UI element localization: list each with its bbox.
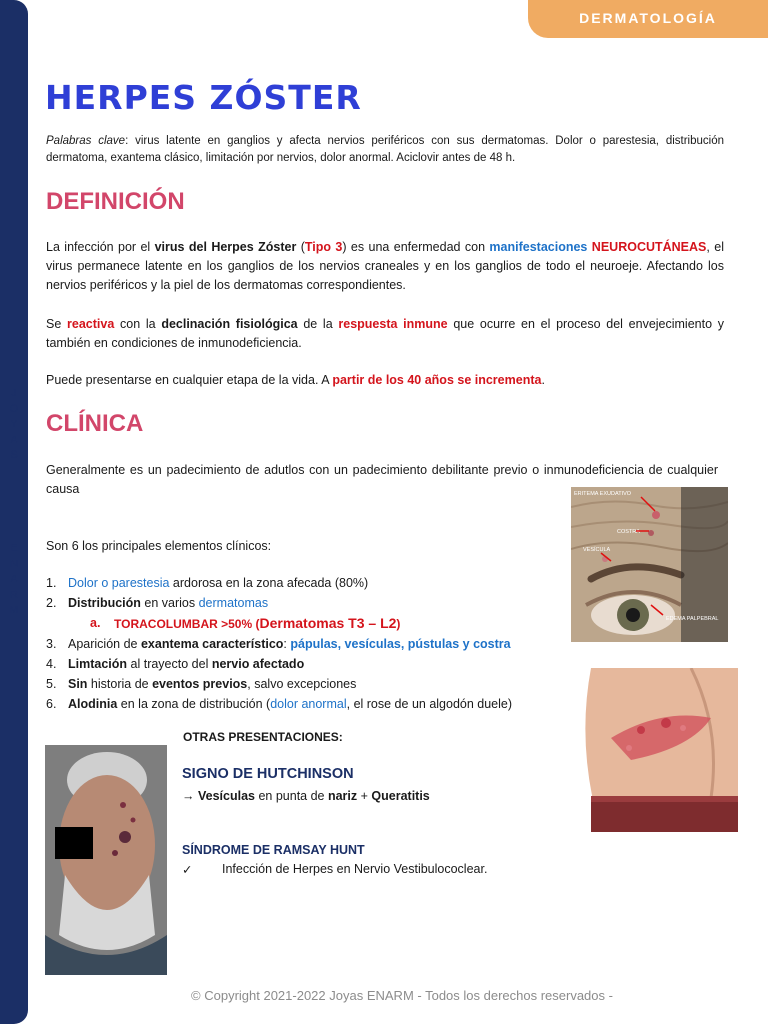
ramsay-hunt-description: ✓ Infección de Herpes en Nervio Vestibulococlear.	[182, 862, 488, 877]
otras-presentaciones-heading: OTRAS PRESENTACIONES:	[183, 730, 343, 744]
ramsay-hunt-title: SÍNDROME DE RAMSAY HUNT	[182, 843, 365, 857]
hutchinson-title: SIGNO DE HUTCHINSON	[182, 766, 354, 782]
list-item: 3. Aparición de exantema característico: pápulas, vesículas, pústulas y costra	[46, 637, 511, 651]
list-item: 2. Distribución en varios dermatomas	[46, 596, 269, 610]
clinical-elements-list	[46, 573, 566, 714]
section-tag: DERMATOLOGÍA	[528, 0, 768, 38]
sidebar-word-enarm: E N A R M	[9, 542, 19, 616]
eye-photo-drawing	[571, 487, 728, 642]
eye-label-edema: EDEMA PALPEBRAL	[666, 616, 719, 622]
definicion-paragraph-2: Se reactiva con la declinación fisiológica de la respuesta inmune que ocurre en el proceso del envejecimiento y también en condiciones de inmunodeficiencia.	[46, 317, 725, 350]
clinica-paragraph-1: Generalmente es un padecimiento de adutlos con un padecimiento debilitante previo o inmunodeficiencia de cualquier causa	[46, 463, 718, 496]
back-rash-photo	[571, 668, 738, 832]
check-icon: ✓	[182, 863, 193, 877]
list-item: 1. Dolor o parestesia ardorosa en la zona afecada (80%)	[46, 576, 369, 590]
list-item: 6. Alodinia en la zona de distribución (dolor anormal, el rose de un algodón duele)	[46, 697, 513, 711]
face-hutchinson-photo	[45, 745, 167, 975]
eye-lesion-photo	[571, 487, 728, 642]
hutchinson-description: → Vesículas en punta de nariz + Queratitis	[182, 789, 430, 803]
list-subitem: a. TORACOLUMBAR >50% (Dermatomas T3 – L2)	[90, 615, 401, 631]
clinica-paragraph-2: Son 6 los principales elementos clínicos:	[46, 539, 272, 553]
sidebar-strip	[0, 0, 28, 1024]
list-item: 4. Limtación al trayecto del nervio afectado	[46, 657, 305, 671]
back-photo-drawing	[571, 668, 738, 832]
list-item: 5. Sin historia de eventos previos, salvo excepciones	[46, 677, 357, 691]
heading-clinica: CLÍNICA	[46, 410, 144, 437]
keywords: Palabras clave: virus latente en ganglios y afecta nervios periféricos con sus dermatomas. Dolor o parestesia, distribución dermatoma, exantema clásico, limitación por nervios, dolor anormal. Aciclovir antes de 48 h.	[46, 135, 724, 164]
eye-label-eritema: ERITEMA EXUDATIVO	[574, 491, 632, 497]
sidebar-word-joyas: J O Y A S	[9, 387, 19, 461]
face-photo-drawing	[45, 745, 167, 975]
definicion-paragraph-1: La infección por el virus del Herpes Zóster (Tipo 3) es una enfermedad con manifestaciones NEUROCUTÁNEAS, el virus permanece latente en los ganglios de los nervios craneales y en los ganglios de todo el neuroeje. Afectando los nervios periféricos y la piel de los dermatomas correspondientes.	[46, 240, 724, 292]
heading-definicion: DEFINICIÓN	[46, 188, 185, 215]
definicion-paragraph-3: Puede presentarse en cualquier etapa de la vida. A partir de los 40 años se incrementa.	[46, 373, 545, 387]
page-title: HERPES ZÓSTER	[45, 78, 362, 117]
footer-copyright: © Copyright 2021-2022 Joyas ENARM - Todos los derechos reservados -	[191, 988, 613, 1003]
eye-label-costra: COSTRA	[617, 529, 640, 535]
eye-label-vesicula: VESÍCULA	[583, 547, 611, 553]
